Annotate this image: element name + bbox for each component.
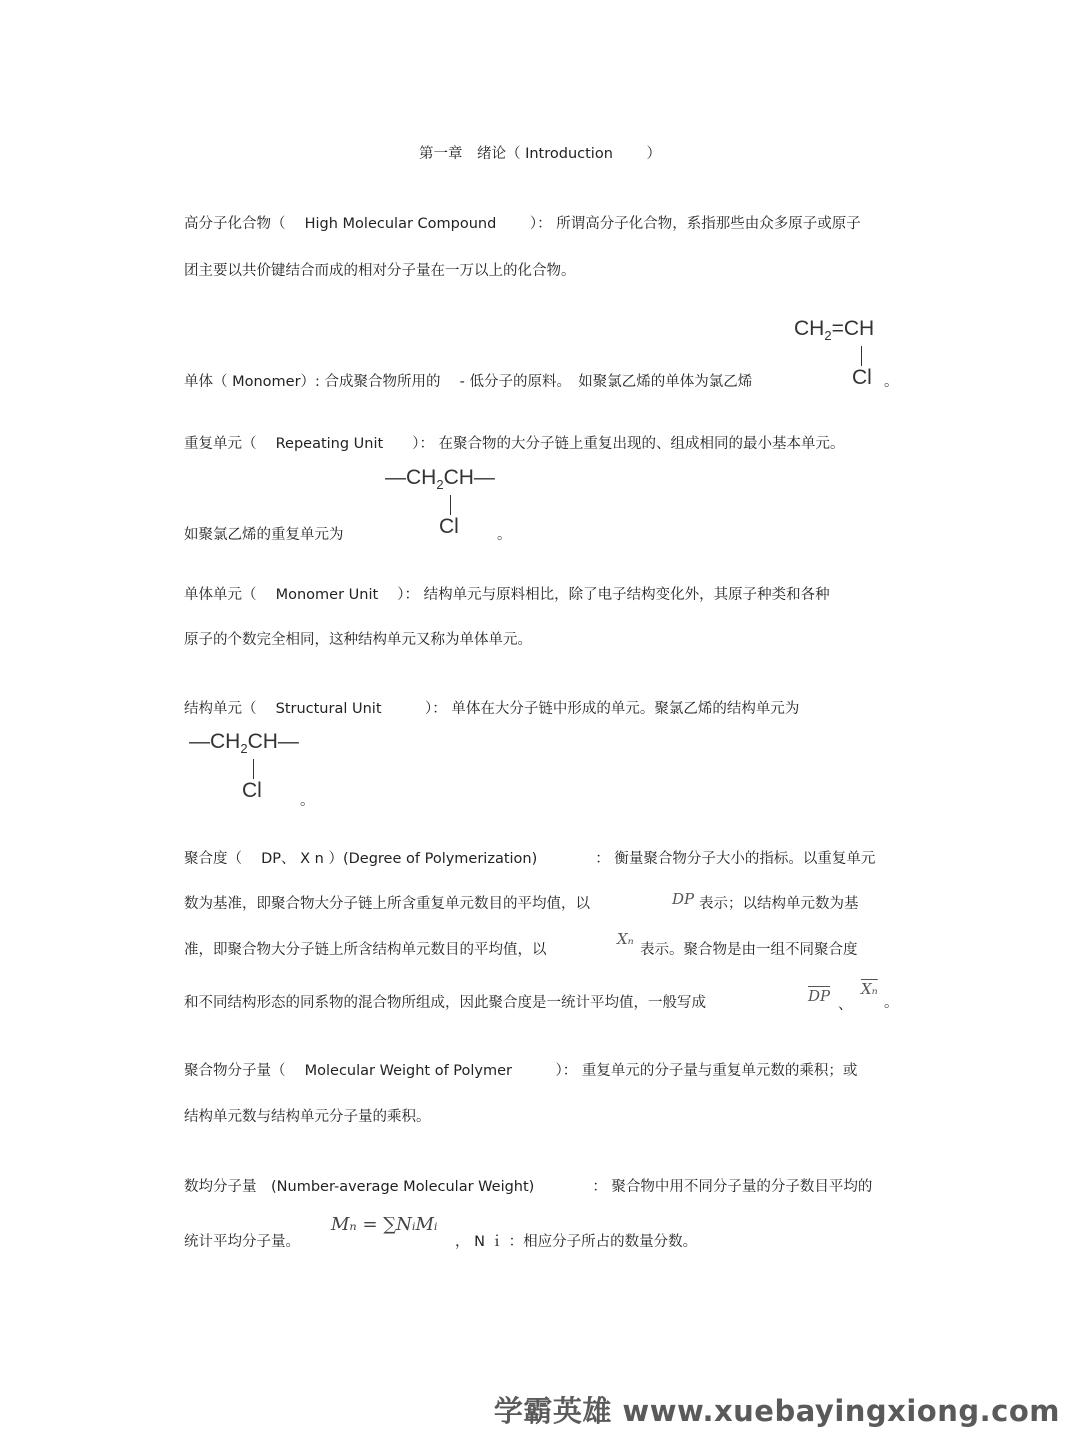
chapter-title: 第一章 绪论（ Introduction ） bbox=[418, 146, 662, 162]
def-mw-line2: 结构单元数与结构单元分子量的乘积。 bbox=[184, 1109, 431, 1125]
dp-avg-sep: 、 bbox=[838, 997, 853, 1013]
def-polymer-line2: 团主要以共价键结合而成的相对分子量在一万以上的化合物。 bbox=[184, 263, 576, 279]
def-dp-line1: 聚合度（ DP、 X n ）(Degree of Polymerization) ： 衡量聚合物分子大小的指标。以重复单元 bbox=[184, 851, 876, 867]
def-dp-line2a: 数为基准，即聚合物大分子链上所含重复单元数目的平均值，以 bbox=[184, 896, 590, 912]
mn-formula: Mₙ = ∑NᵢMᵢ bbox=[331, 1214, 438, 1235]
struct-bond bbox=[253, 759, 254, 779]
struct-right: CH— bbox=[247, 730, 299, 753]
struct-cl: Cl bbox=[242, 779, 262, 802]
def-repeating-unit: 重复单元（ Repeating Unit ）： 在聚合物的大分子链上重复出现的、组成相同的最小基本单元。 bbox=[184, 436, 845, 452]
vinyl-rest: =CH bbox=[831, 317, 875, 340]
struct-sub: 2 bbox=[240, 741, 248, 757]
structural-unit-formula bbox=[189, 730, 299, 756]
def-dp-line2b: 表示；以结构单元数为基 bbox=[699, 896, 859, 912]
struct-left: —CH bbox=[189, 730, 241, 753]
xn-avg-symbol: $\overline{X_n}$ bbox=[861, 980, 878, 998]
def-monomer: 单体（ Monomer）: 合成聚合物所用的 - 低分子的原料。 如聚氯乙烯的单体为氯乙烯 bbox=[184, 374, 753, 390]
repeat-sub: 2 bbox=[436, 477, 444, 493]
def-mn-line1: 数均分子量 (Number-average Molecular Weight) ： 聚合物中用不同分子量的分子数目平均的 bbox=[184, 1179, 873, 1195]
vinyl-ch: CH bbox=[794, 317, 825, 340]
def-polymer-line1: 高分子化合物（ High Molecular Compound ）： 所谓高分子化合物，系指那些由众多原子或原子 bbox=[184, 216, 861, 232]
def-monomer-unit-line2: 原子的个数完全相同，这种结构单元又称为单体单元。 bbox=[184, 632, 532, 648]
def-mn-line2b: ， N ｉ ：相应分子所占的数量分数。 bbox=[455, 1234, 698, 1250]
vinyl-chloride-formula bbox=[794, 317, 874, 343]
repeat-cl: Cl bbox=[439, 515, 459, 538]
vinyl-bond bbox=[861, 346, 862, 366]
repeat-bond bbox=[450, 495, 451, 515]
repeat-left: —CH bbox=[385, 466, 437, 489]
def-monomer-unit-line1: 单体单元（ Monomer Unit ）： 结构单元与原料相比，除了电子结构变化外，其原子种类和各种 bbox=[184, 587, 830, 603]
def-mn-line2a: 统计平均分子量。 bbox=[184, 1234, 300, 1250]
watermark: 学霸英雄 www.xuebayingxiong.com bbox=[493, 1394, 1060, 1428]
vinyl-sub: 2 bbox=[824, 328, 832, 344]
def-dp-line4a: 和不同结构形态的同系物的混合物所组成，因此聚合度是一统计平均值，一般写成 bbox=[184, 995, 706, 1011]
repeat-unit-end: 。 bbox=[497, 527, 512, 543]
def-structural-unit: 结构单元（ Structural Unit ）： 单体在大分子链中形成的单元。聚氯乙烯的结构单元为 bbox=[184, 701, 800, 717]
vinyl-cl: Cl bbox=[852, 366, 872, 389]
def-dp-end: 。 bbox=[884, 995, 899, 1011]
def-dp-line3a: 准，即聚合物大分子链上所含结构单元数目的平均值，以 bbox=[184, 942, 547, 958]
dp-symbol: DP bbox=[672, 890, 695, 908]
def-dp-line3b: 表示。聚合物是由一组不同聚合度 bbox=[640, 942, 858, 958]
xn-symbol: Xₙ bbox=[617, 930, 634, 948]
repeat-unit-example: 如聚氯乙烯的重复单元为 bbox=[184, 527, 344, 543]
dp-avg-symbol: $\overline{DP}$ bbox=[808, 987, 831, 1005]
repeat-unit-formula bbox=[385, 466, 495, 492]
structural-unit-end: 。 bbox=[300, 793, 315, 809]
def-monomer-end: 。 bbox=[884, 374, 899, 390]
repeat-right: CH— bbox=[443, 466, 495, 489]
def-mw-line1: 聚合物分子量（ Molecular Weight of Polymer ）： 重复单元的分子量与重复单元数的乘积；或 bbox=[184, 1063, 858, 1079]
